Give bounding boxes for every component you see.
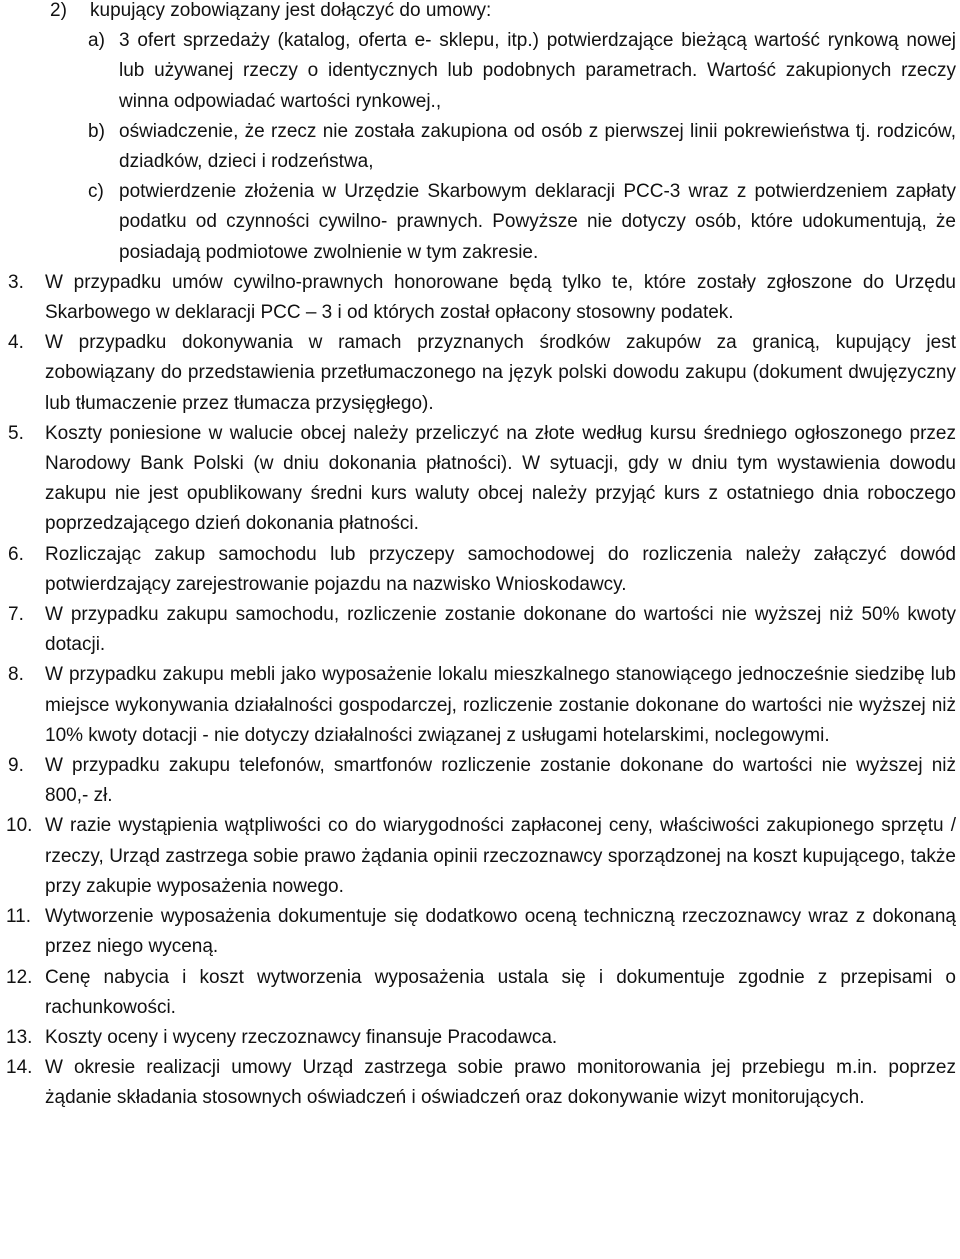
list-item-text: W przypadku zakupu samochodu, rozliczenie zostanie dokonane do wartości nie wyższej niż 50% kwoty dotacji. xyxy=(45,604,956,656)
list-item-11 xyxy=(8,902,956,962)
list-item-number: 10. xyxy=(6,815,33,837)
list-item-4 xyxy=(8,328,956,419)
list-item-number: 5. xyxy=(8,422,24,444)
sub-item-text: oświadczenie, że rzecz nie została zakupiona od osób z pierwszej linii pokrewieństwa tj. rodziców, dziadków, dzieci i rodzeństwa, xyxy=(119,120,956,173)
list-item-text: W razie wystąpienia wątpliwości co do wiarygodności zapłaconej ceny, właściwości zakupionego sprzętu / rzeczy, Urząd zastrzega sobie prawo żądania opinii rzeczoznawcy sporządzonej na koszt kupującego, także przy zakupie wyposażenia nowego. xyxy=(45,815,956,897)
list-item-text: Cenę nabycia i koszt wytworzenia wyposażenia ustala się i dokumentuje zgodnie z przepisami o rachunkowości. xyxy=(45,966,956,1018)
list-item-text: W przypadku zakupu mebli jako wyposażenie lokalu mieszkalnego stanowiącego jednocześnie siedzibę lub miejsce wykonywania działalności gospodarczej, rozliczenie zostanie dokonane do wartości nie wyższej niż 10% kwoty dotacji - nie dotyczy działalności związanej z usługami hotelarskimi, noclegowymi. xyxy=(45,664,956,746)
list-item-5 xyxy=(8,419,956,540)
list-item-text: Wytworzenie wyposażenia dokumentuje się dodatkowo oceną techniczną rzeczoznawcy wraz z dokonaną przez niego wyceną. xyxy=(45,906,956,958)
list-item-6 xyxy=(8,540,956,600)
list-item-number: 6. xyxy=(8,543,24,565)
list-item-number: 3. xyxy=(8,271,24,293)
sub-item-letter: c) xyxy=(88,181,104,203)
list-item-3 xyxy=(8,268,956,328)
sub-item-letter: b) xyxy=(88,120,105,142)
list-item-text: W przypadku zakupu telefonów, smartfonów rozliczenie zostanie dokonane do wartości nie wyższej niż 800,- zł. xyxy=(45,755,956,807)
list-item-14 xyxy=(8,1053,956,1113)
list-item-number: 14. xyxy=(6,1057,33,1079)
list-item-number: 4. xyxy=(8,332,24,354)
list-item-number: 11. xyxy=(6,906,32,928)
list-item-text: W przypadku dokonywania w ramach przyznanych środków zakupów za granicą, kupujący jest zobowiązany do przedstawienia przetłumaczonego na język polski dowodu zakupu (dokument dwujęzyczny lub tłumaczenie przez tłumacza przysięgłego). xyxy=(45,332,956,414)
list-item-9 xyxy=(8,751,956,811)
list-item-7 xyxy=(8,600,956,660)
list-item-text: W przypadku umów cywilno-prawnych honorowane będą tylko te, które zostały zgłoszone do Urzędu Skarbowego w deklaracji PCC – 3 i od których został opłacony stosowny podatek. xyxy=(45,271,956,324)
list-item-number: 7. xyxy=(8,604,24,626)
list-item-text: W okresie realizacji umowy Urząd zastrzega sobie prawo monitorowania jej przebiegu m.in. poprzez żądanie składania stosownych oświadczeń i oświadczeń oraz dokonywanie wizyt monitorujących. xyxy=(45,1057,956,1109)
list-item-number: 8. xyxy=(8,664,24,686)
list-item-number: 2) xyxy=(50,0,67,21)
list-item-13 xyxy=(8,1023,956,1053)
list-item-text: kupujący zobowiązany jest dołączyć do umowy: xyxy=(90,0,492,21)
sub-item-letter: a) xyxy=(88,30,105,52)
list-item-number: 9. xyxy=(8,755,24,777)
sub-item-text: potwierdzenie złożenia w Urzędzie Skarbowym deklaracji PCC-3 wraz z potwierdzeniem zapłaty podatku od czynności cywilno- prawnych. Powyższe nie dotyczy osób, które udokumentują, że posiadają podmiotowe zwolnienie w tym zakresie. xyxy=(119,181,956,263)
list-item-text: Rozliczając zakup samochodu lub przyczepy samochodowej do rozliczenia należy załączyć dowód potwierdzający zarejestrowanie pojazdu na nazwisko Wnioskodawcy. xyxy=(45,543,956,595)
list-item-10 xyxy=(8,811,956,902)
list-item-2 xyxy=(50,0,956,26)
list-item-text: Koszty poniesione w walucie obcej należy przeliczyć na złote według kursu średniego ogłoszonego przez Narodowy Bank Polski (w dniu dokonania płatności). W sytuacji, gdy w dniu tym wystawienia dowodu zakupu nie jest opublikowany średni kurs waluty obcej należy przyjąć kurs z ostatniego dnia roboczego poprzedzającego dzień dokonania płatności. xyxy=(45,422,956,535)
sub-item-b xyxy=(88,117,956,177)
list-item-number: 12. xyxy=(6,966,33,988)
list-item-8 xyxy=(8,660,956,751)
list-item-12 xyxy=(8,963,956,1023)
sub-item-c xyxy=(88,177,956,268)
sub-item-text: 3 ofert sprzedaży (katalog, oferta e- sklepu, itp.) potwierdzające bieżącą wartość rynkową nowej lub używanej rzeczy o identycznych lub podobnych parametrach. Wartość zakupionych rzeczy winna odpowiadać wartości rynkowej., xyxy=(119,30,956,112)
sub-item-a xyxy=(88,26,956,117)
list-item-text: Koszty oceny i wyceny rzeczoznawcy finansuje Pracodawca. xyxy=(45,1026,558,1048)
list-item-number: 13. xyxy=(6,1026,33,1048)
